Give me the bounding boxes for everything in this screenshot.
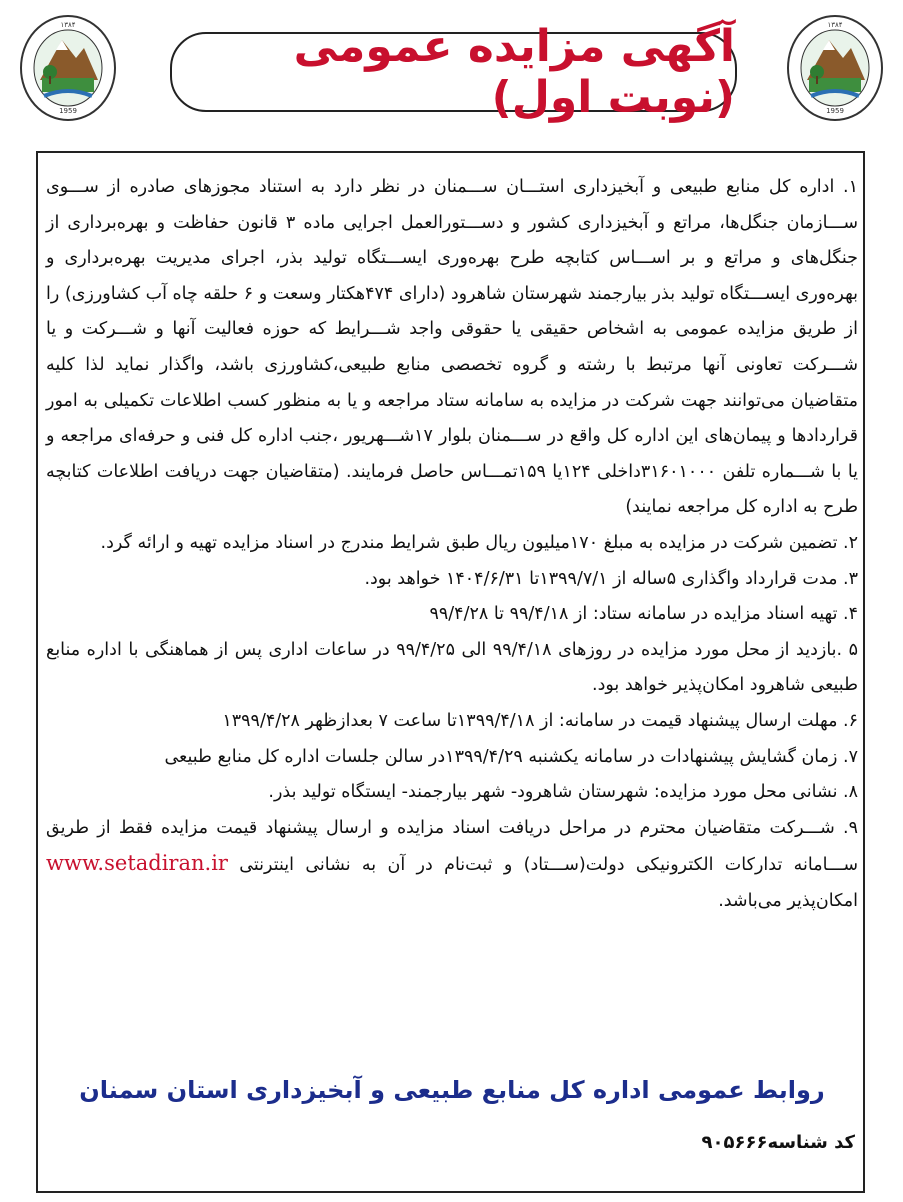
header <box>0 0 903 140</box>
svg-text:1959: 1959 <box>59 107 77 115</box>
notice-item-2: ۲. تضمین شرکت در مزایده به مبلغ ۱۷۰میلیون ریال طبق شرایط مندرج در اسناد مزایده تهیه و ارائه گرد. <box>100 532 858 553</box>
notice-item-5: ۵ .بازدید از محل مورد مزایده در روزهای ۹۹/۴/۱۸ الی ۹۹/۴/۲۵ در ساعات اداری پس از هماهنگی با اداره منابع طبیعی شاهرود امکان‌پذیر خواهد بود. <box>46 639 859 696</box>
title-box <box>170 21 737 123</box>
svg-text:۱۳۸۴: ۱۳۸۴ <box>60 21 76 29</box>
notice-item-6: ۶. مهلت ارسال پیشنهاد قیمت در سامانه: از ۱۳۹۹/۴/۱۸تا ساعت ۷ بعدازظهر ۱۳۹۹/۴/۲۸ <box>222 710 858 731</box>
organization-logo-right <box>785 12 885 124</box>
notice-item-1: ۱. اداره کل منابع طبیعی و آبخیزداری استـــان ســـمنان در نظر دارد به استناد مجوزهای صادره از ســـوی ســـازمان جنگل‌ها، مراتع و آبخیزداری کشور و دســـتورالعمل اجرایی ماده ۳ قانون حفاظت و بهره‌برداری از جنگل‌های و مراتع و بر اســـاس کتابچه طرح بهره‌وری ایســـتگاه تولید بذر، اجرای مدیریت بهره‌برداری و بهره‌وری ایســـتگاه تولید بذر بیارجمند شهرستان شاهرود (دارای ۴۷۴هکتار وسعت و ۶ حلقه چاه آب کشاورزی) را از طریق مزایده عمومی به اشخاص حقیقی یا حقوقی واجد شـــرایط که حوزه فعالیت آنها و شـــرکت و یا شـــرکت تعاونی آنها مرتبط با رشته و گروه تخصصی منابع طبیعی،کشاورزی باشد، واگذار نماید لذا کلیه متقاضیان می‌توانند جهت شرکت در مزایده به سامانه ستاد مراجعه و یا به منظور کسب اطلاعات تکمیلی به امور قراردادها و پیمان‌های این اداره کل واقع در ســـمنان بلوار ۱۷شـــهریور ،جنب اداره کل فنی و حرفه‌ای مراجعه و یا با شـــماره تلفن ۳۱۶۰۱۰۰۰داخلی ۱۲۴یا ۱۵۹تمـــاس حاصل فرمایند. (متقاضیان جهت دریافت اطلاعات کتابچه طرح به اداره کل مراجعه نمایند) <box>46 177 859 518</box>
notice-item-8: ۸. نشانی محل مورد مزایده: شهرستان شاهرود- شهر بیارجمند- ایستگاه تولید بذر. <box>268 782 858 803</box>
organization-logo-left <box>18 12 118 124</box>
notice-body <box>46 170 858 919</box>
notice-item-4: ۴. تهیه اسناد مزایده در سامانه ستاد: از ۹۹/۴/۱۸ تا ۹۹/۴/۲۸ <box>429 604 858 625</box>
notice-item-7: ۷. زمان گشایش پیشنهادات در سامانه یکشنبه ۱۳۹۹/۴/۲۹در سالن جلسات اداره کل منابع طبیعی <box>164 746 858 767</box>
svg-text:۱۳۸۴: ۱۳۸۴ <box>827 21 843 29</box>
notice-item-9-text: ۹. شـــرکت متقاضیان محترم در مراحل دریافت اسناد مزایده و ارسال پیشنهاد قیمت مزایده فقط از طریق ســـامانه تدارکات الکترونیکی دولت(ســـتاد) و ثبت‌نام در آن به نشانی اینترنتی <box>46 817 858 876</box>
svg-text:1959: 1959 <box>826 107 844 115</box>
identification-code: کد شناسه۹۰۵۶۶۶ <box>701 1132 855 1153</box>
setadiran-link[interactable]: www.setadiran.ir <box>46 851 228 876</box>
page-title: آگهی مزایده عمومی (نوبت اول) <box>293 21 735 123</box>
notice-item-9-tail: امکان‌پذیر می‌باشد. <box>718 890 858 911</box>
notice-item-9 <box>46 811 858 920</box>
notice-item-3: ۳. مدت قرارداد واگذاری ۵ساله از ۱۳۹۹/۷/۱تا ۱۴۰۴/۶/۳۱ خواهد بود. <box>364 568 858 589</box>
footer-signature: روابط عمومی اداره کل منابع طبیعی و آبخیزداری استان سمنان <box>79 1076 825 1104</box>
